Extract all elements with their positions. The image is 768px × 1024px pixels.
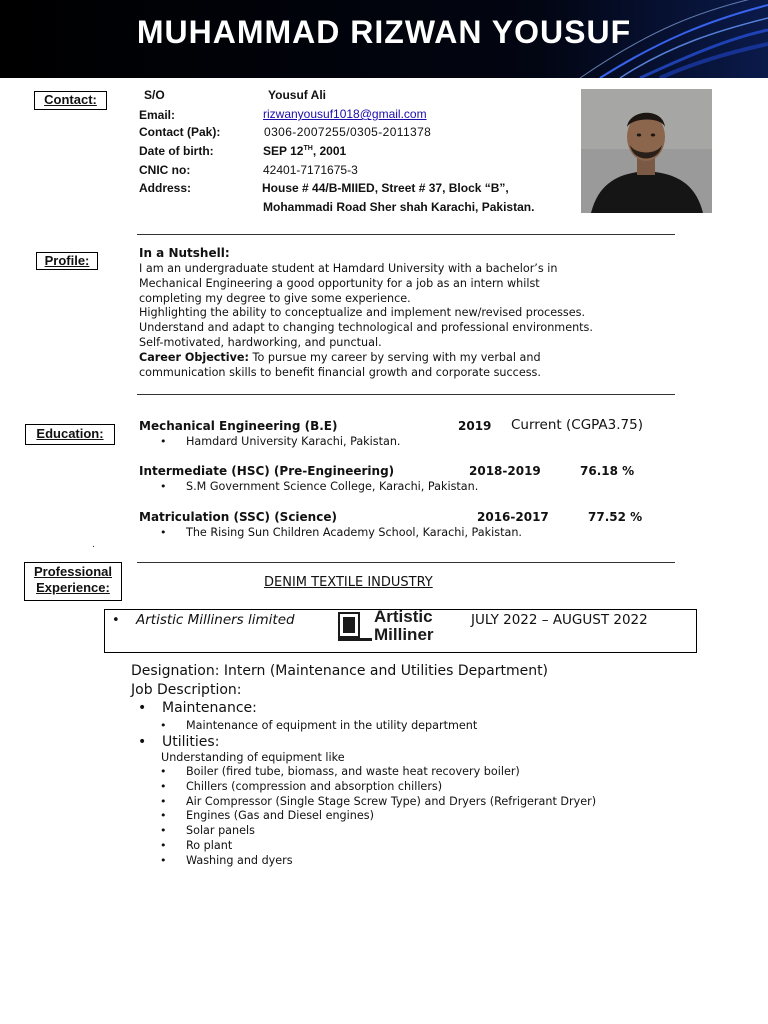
designation: Designation: Intern (Maintenance and Utilities Department) xyxy=(131,663,549,679)
section-label-education: Education: xyxy=(25,424,115,445)
career-objective-label: Career Objective: xyxy=(139,350,249,364)
profile-line: Self-motivated, hardworking, and punctual. xyxy=(139,335,382,349)
profile-summary xyxy=(139,262,699,380)
career-objective-line-2: communication skills to benefit financial growth and corporate success. xyxy=(139,365,541,379)
logo-text-line-2: Milliner xyxy=(374,625,434,644)
edu-result: Current (CGPA3.75) xyxy=(511,417,643,433)
profile-line: completing my degree to give some experience. xyxy=(139,291,411,305)
list-item: • Chillers (compression and absorption chillers) xyxy=(186,780,596,795)
company-logo xyxy=(338,609,464,647)
address-line-1: House # 44/B-MIIED, Street # 37, Block “B”, xyxy=(262,181,509,195)
company-logo-icon xyxy=(338,612,372,642)
utilities-bullet: • xyxy=(138,734,147,750)
job-description-heading: Job Description: xyxy=(131,682,242,698)
divider-contact xyxy=(137,234,675,235)
company-name: Artistic Milliners limited xyxy=(136,612,295,628)
list-item: • Solar panels xyxy=(186,824,596,839)
list-item: • Washing and dyers xyxy=(186,854,596,869)
nutshell-heading: In a Nutshell: xyxy=(139,246,230,260)
utilities-list xyxy=(186,765,596,869)
dob-value: SEP 12TH, 2001 xyxy=(263,144,347,158)
section-label-experience-line-1: Professional xyxy=(33,564,113,579)
section-label-profile: Profile: xyxy=(36,252,98,270)
edu-school: • Hamdard University Karachi, Pakistan. xyxy=(186,435,401,448)
list-item: • Ro plant xyxy=(186,839,596,854)
profile-line: Mechanical Engineering a good opportunity for a job as an intern whilst xyxy=(139,276,540,290)
edu-years: 2019 xyxy=(458,419,492,433)
cnic-label: CNIC no: xyxy=(139,163,191,177)
address-label: Address: xyxy=(139,181,192,195)
address-line-2: Mohammadi Road Sher shah Karachi, Pakistan. xyxy=(263,200,535,214)
edu-degree: Mechanical Engineering (B.E) xyxy=(139,419,338,433)
so-value: Yousuf Ali xyxy=(268,88,326,102)
career-objective: Career Objective: To pursue my career by serving with my verbal and xyxy=(139,350,541,364)
phone-value: 0306-2007255/0305-2011378 xyxy=(264,125,432,139)
so-label: S/O xyxy=(144,88,165,102)
email-label: Email: xyxy=(139,108,176,122)
company-box xyxy=(104,609,697,653)
company-bullet: • xyxy=(112,613,120,628)
edu-degree: Matriculation (SSC) (Science) xyxy=(139,510,337,524)
email-link[interactable]: rizwanyousuf1018@gmail.com xyxy=(263,107,427,121)
industry-heading: DENIM TEXTILE INDUSTRY xyxy=(264,575,433,590)
profile-photo xyxy=(581,89,712,213)
edu-school: • S.M Government Science College, Karachi, Pakistan. xyxy=(186,480,478,493)
maintenance-item: • Maintenance of equipment in the utility department xyxy=(186,719,477,732)
edu-school: • The Rising Sun Children Academy School, Karachi, Pakistan. xyxy=(186,526,522,539)
utilities-intro: Understanding of equipment like xyxy=(161,751,345,764)
candidate-name: MUHAMMAD RIZWAN YOUSUF xyxy=(136,14,632,50)
list-item: • Air Compressor (Single Stage Screw Type) and Dryers (Refrigerant Dryer) xyxy=(186,795,596,810)
cnic-value: 42401-7171675-3 xyxy=(263,163,358,177)
list-item: • Boiler (fired tube, biomass, and waste heat recovery boiler) xyxy=(186,765,596,780)
profile-line: Understand and adapt to changing technological and professional environments. xyxy=(139,321,593,335)
section-label-experience-line-2: Experience: xyxy=(36,580,110,595)
edu-result: 77.52 % xyxy=(588,510,643,524)
maintenance-heading: Maintenance: xyxy=(162,700,257,716)
edu-degree: Intermediate (HSC) (Pre-Engineering) xyxy=(139,464,395,478)
edu-years: 2018-2019 xyxy=(469,464,541,478)
employment-dates: JULY 2022 – AUGUST 2022 xyxy=(471,612,648,628)
profile-line: I am an undergraduate student at Hamdard University with a bachelor’s in xyxy=(139,262,558,275)
edu-result: 76.18 % xyxy=(580,464,635,478)
edu-years: 2016-2017 xyxy=(477,510,549,524)
phone-label: Contact (Pak): xyxy=(139,125,221,139)
logo-text-line-1: Artistic xyxy=(374,607,433,626)
list-item: • Engines (Gas and Diesel engines) xyxy=(186,809,596,824)
stray-dot: . xyxy=(92,540,95,550)
utilities-heading: Utilities: xyxy=(162,734,220,750)
header-banner xyxy=(0,0,768,78)
dob-label: Date of birth: xyxy=(139,144,214,158)
divider-education xyxy=(137,562,675,563)
divider-profile xyxy=(137,394,675,395)
section-label-experience xyxy=(24,562,122,601)
maintenance-bullet: • xyxy=(138,700,147,716)
profile-line: Highlighting the ability to conceptualize and implement new/revised processes. xyxy=(139,306,585,320)
section-label-contact: Contact: xyxy=(34,91,107,110)
